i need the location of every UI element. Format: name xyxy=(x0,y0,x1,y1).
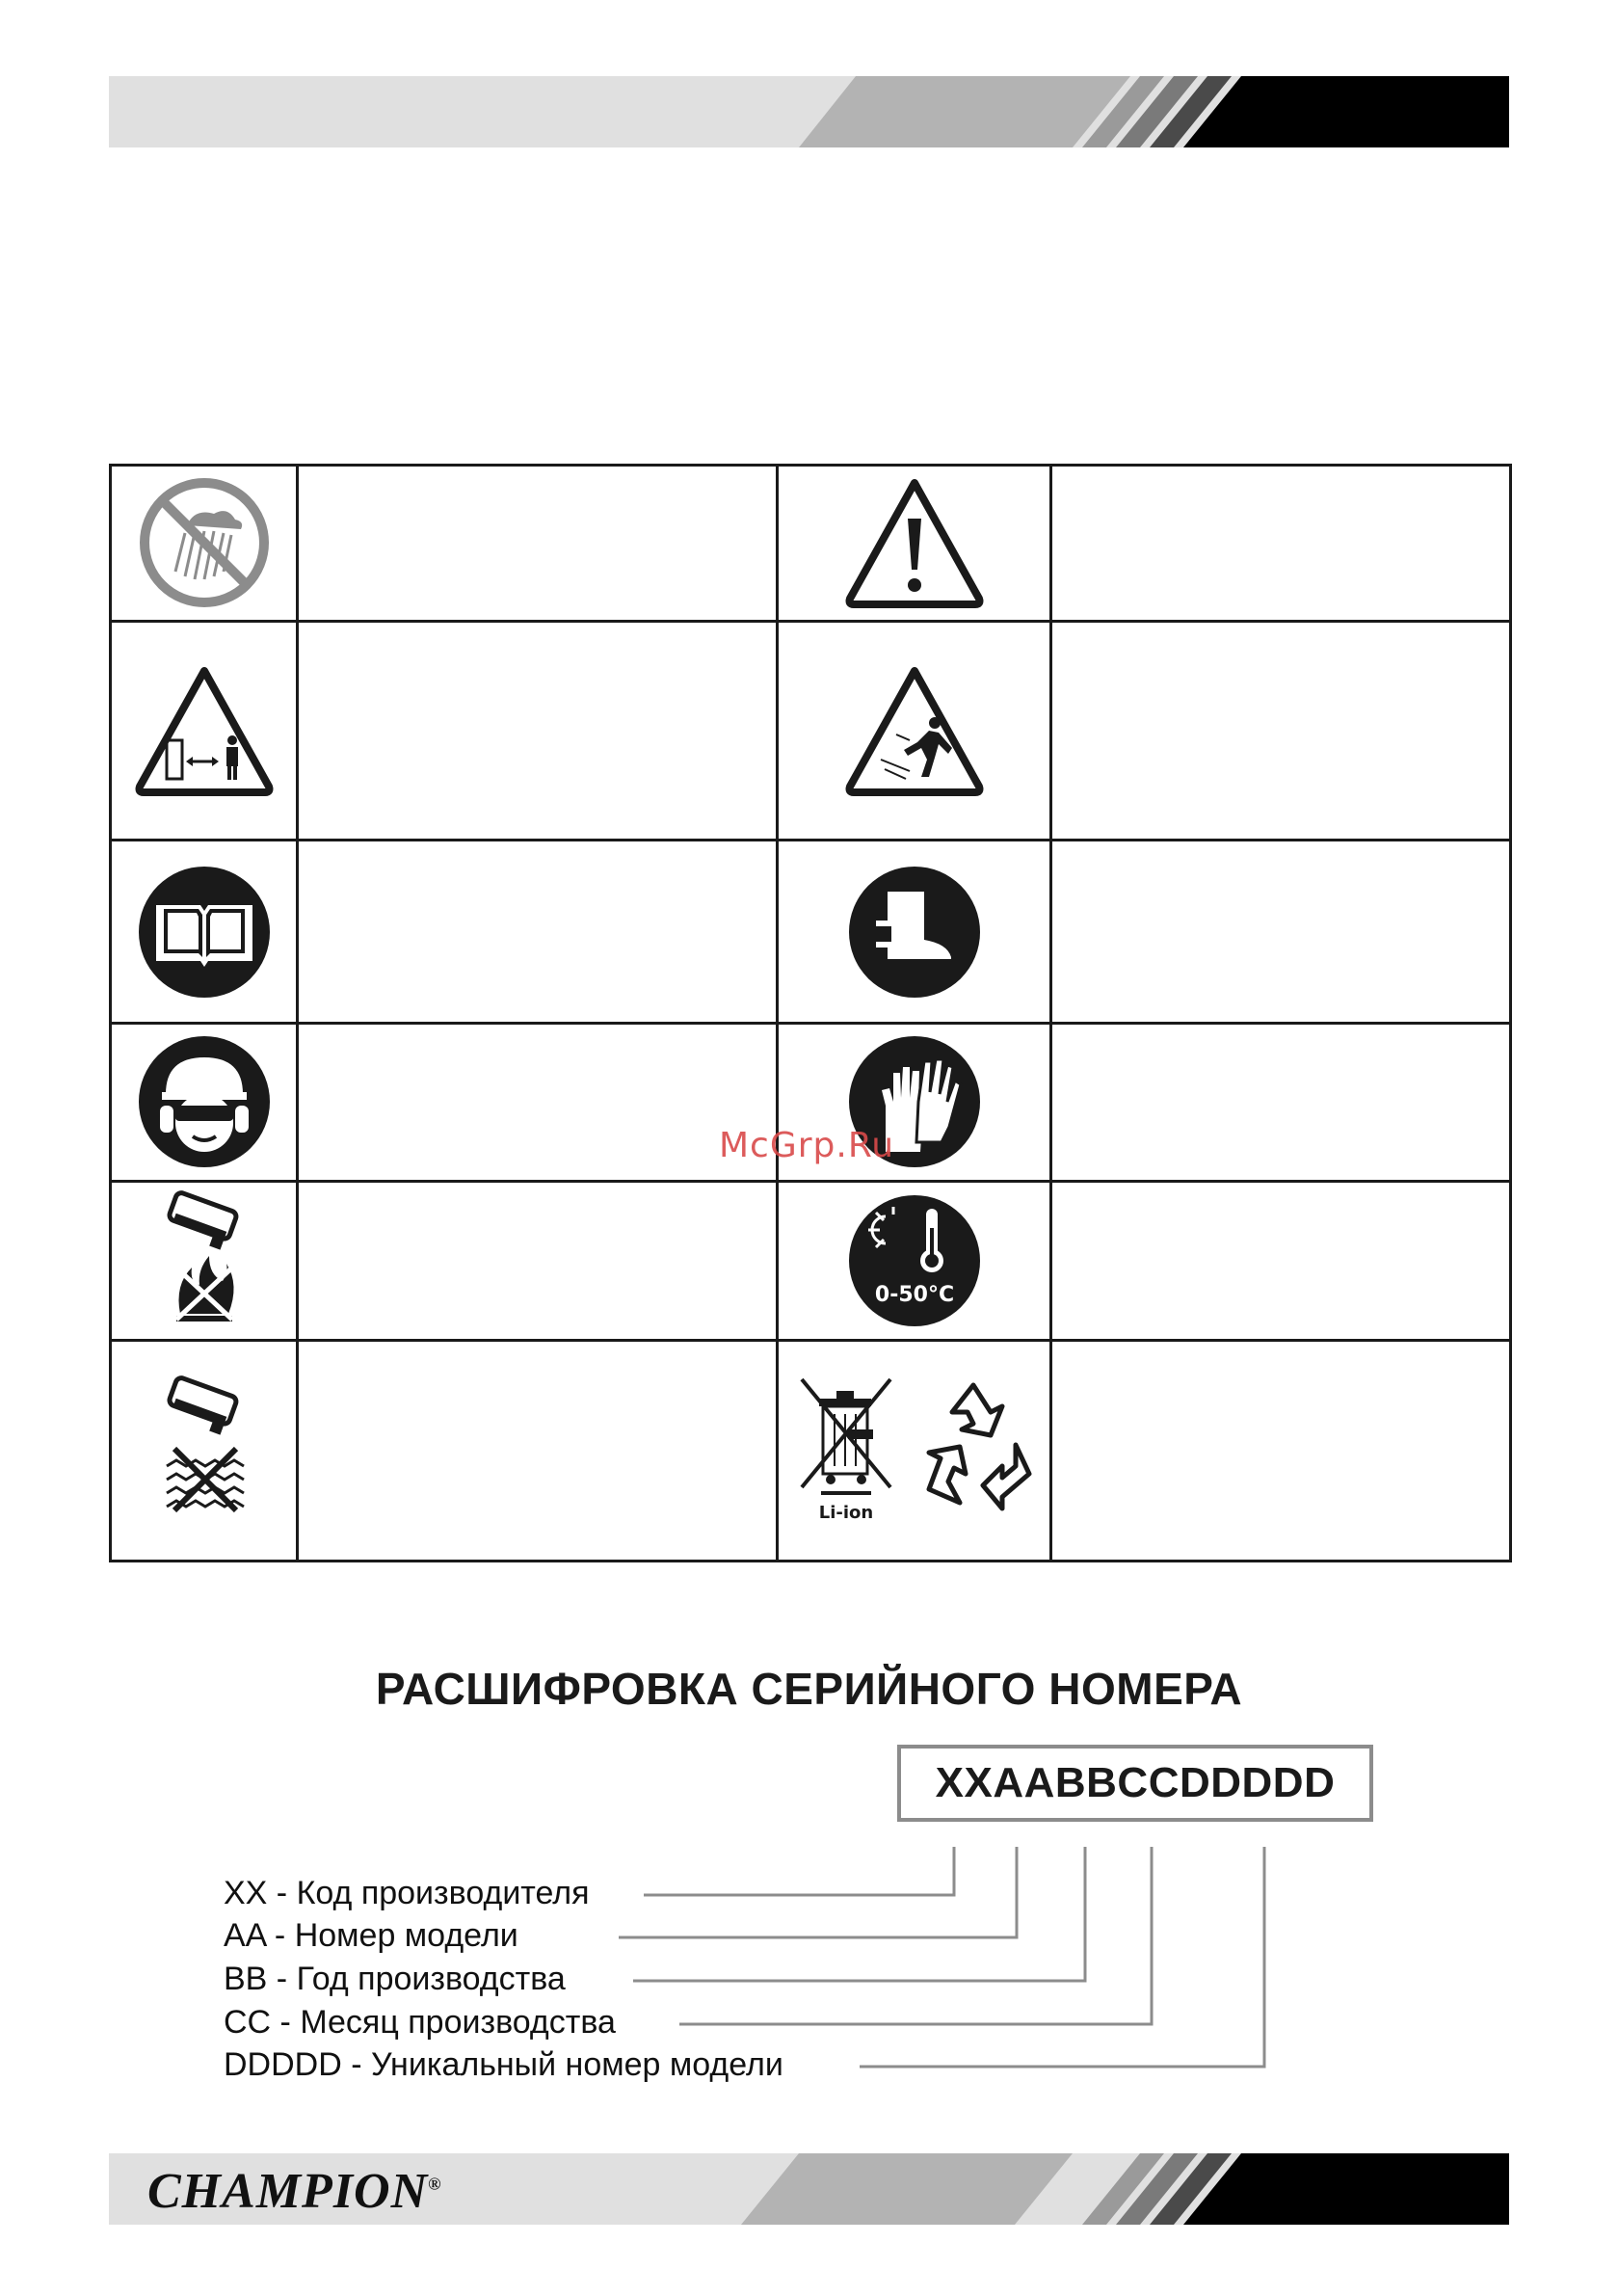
serial-legend-item: CC - Месяц производства xyxy=(224,2004,616,2041)
watermark-text: McGrp.Ru xyxy=(719,1126,895,1165)
serial-legend-item: XX - Код производителя xyxy=(224,1875,590,1911)
temperature-range-label: 0-50°C xyxy=(874,1282,954,1307)
serial-legend-item: DDDDD - Уникальный номер модели xyxy=(224,2046,783,2083)
serial-legend-item: BB - Год производства xyxy=(224,1961,566,1997)
serial-code-box: XXAABBCCDDDDD xyxy=(897,1745,1373,1822)
registered-mark: ® xyxy=(428,2174,442,2194)
champion-logo xyxy=(147,2163,442,2220)
serial-section-title: РАСШИФРОВКА СЕРИЙНОГО НОМЕРА xyxy=(375,1664,1243,1714)
li-ion-label: Li-ion xyxy=(818,1502,873,1523)
serial-legend-item: AA - Номер модели xyxy=(224,1917,518,1954)
footer-decor-band xyxy=(109,2153,1509,2225)
brand-name: CHAMPION xyxy=(147,2164,429,2219)
